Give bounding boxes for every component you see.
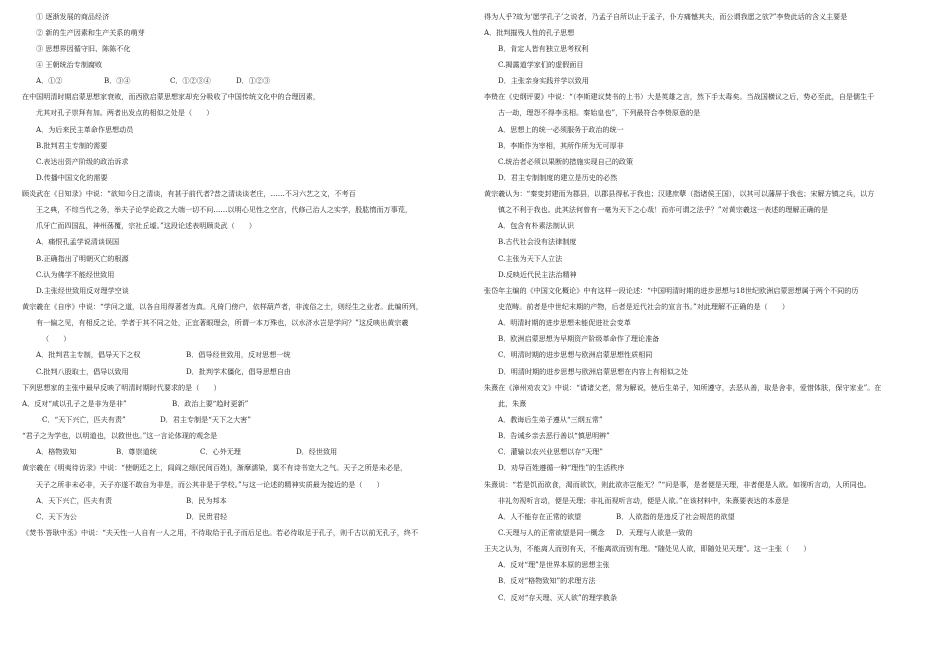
- choice-b: B．倡导经世致用，反对思想一统: [186, 350, 291, 360]
- question-stem: 镇之不利于我也。此其法何曾有一毫为天下之心哉！而亦可谓之法乎？”对黄宗羲这一表述的理解正确的是: [498, 205, 828, 215]
- choice-c: C．反对“存天理、灭人欲”的理学教条: [498, 592, 618, 602]
- question-stem: 黄宗羲在《自序》中说：“学问之道，以各自用得著者为真。凡倚门傍户，依样葫芦者，非流俗之士，则经生之业者。此编所列，: [22, 302, 423, 312]
- choice-d: D．明清时期的进步思想与欧洲启蒙思想在内容上有相似之处: [498, 366, 689, 376]
- choice-a: A．包含有朴素法制认识: [498, 221, 575, 231]
- question-stem: 张岱年主编的《中国文化概论》中有这样一段论述：“中国明清时期的进步思想与18世纪欧洲启蒙思想属于两个不同的历: [484, 285, 859, 295]
- choice-b: B．肯定人皆有独立思考权利: [498, 43, 589, 53]
- answer-choices: [22, 508, 474, 524]
- answer-choices: [22, 492, 474, 508]
- choice-a: A．思想上的统一必须服务于政治的统一: [498, 124, 624, 134]
- choice-b: B．人欲指的是违反了社会规范的欲望: [616, 511, 735, 521]
- choice-a: A．反对“咸以孔子之是非为是非”: [22, 398, 127, 408]
- choice-a: A．为后来民主革命作思想动员: [36, 124, 134, 134]
- choice-d: D．民贵君轻: [186, 511, 228, 521]
- choice-d: D．经世致用: [296, 447, 338, 457]
- choice-d: D．①②③: [236, 76, 271, 86]
- answer-choices: [484, 508, 932, 524]
- choice-d: D．天理与人欲是一致的: [616, 528, 693, 538]
- choice-a: A．痛恨孔孟学说清谈误国: [36, 237, 120, 247]
- right-column: [484, 8, 932, 672]
- choice-d: D.主张经世致用反对理学空谈: [36, 285, 129, 295]
- question-stem: 黄宗羲在《明夷待访录》中说：“使朝廷之上，闾阎之细(民间百姓)，渐摩濡染，莫不有诗书宽大之气。天子之所是未必是，: [22, 463, 408, 473]
- choice-c: C．天下为公: [36, 511, 77, 521]
- choice-b: B．民为邦本: [186, 495, 227, 505]
- answer-choices: [22, 444, 474, 460]
- option-line: ④ 王朝统治专制腐败: [36, 59, 103, 69]
- question-stem: 下列思想家的主张中最早反映了明清时期时代要求的是（ ）: [22, 382, 221, 392]
- choice-b: B．李斯作为宰相，其所作所为无可厚非: [498, 140, 624, 150]
- question-stem: 在中国明清时期启蒙思想家衰败，而西欧启蒙思想家却充分吸收了中国传统文化中的合理因素，: [22, 92, 320, 102]
- answer-choices: [22, 363, 474, 379]
- question-stem: 得为人乎?故为‘愿学孔子’之说者，乃孟子自所以止于孟子，仆方痛憾其夫，而公谓我愿之欤?”李贽此话的含义主要是: [484, 11, 848, 21]
- choice-d: D.反映近代民主法治精神: [498, 269, 577, 279]
- question-stem: 非礼勿视听言动，便是天理；非礼而视听言动，便是人欲。”在该材料中，朱熹要表达的本意是: [498, 495, 789, 505]
- question-stem: 尤其对孔子崇拜有加。两者出发点的相似之处是（ ）: [36, 108, 214, 118]
- choice-c: C.认为佛学不能经世致用: [36, 269, 115, 279]
- choice-c: C.揭露道学家们的虚假面目: [498, 59, 584, 69]
- question-stem: 爪牙亡而四国乱，神州荡覆，宗社丘墟。”这段论述表明顾炎武（ ）: [36, 221, 256, 231]
- question-stem: 王之典，不综当代之务，举夫子论学论政之大端一切不问……以明心见性之空言，代修己治人之实学，股肱惰而万事荒，: [36, 205, 412, 215]
- choice-a: A．格物致知: [36, 447, 77, 457]
- choice-a: A．天下兴亡，匹夫有责: [36, 495, 113, 505]
- choice-a: A．批判摧残人性的孔子思想: [484, 27, 575, 37]
- choice-a: A．反对“理”是世界本原的思想主张: [498, 560, 610, 570]
- choice-a: A．明清时期的进步思想未能促进社会变革: [498, 318, 631, 328]
- choice-b: B．③④: [104, 76, 131, 86]
- question-stem: 古一劫，理怨不得李丞相。秦始皇也”，下列最符合李贽原意的是: [498, 108, 701, 118]
- option-line: ① 逐渐发展的商品经济: [36, 11, 110, 21]
- option-line: ② 新的生产因素和生产关系的萌芽: [36, 27, 145, 37]
- answer-choices: [22, 73, 474, 89]
- choice-d: D．君主专制是“天下之大害”: [160, 415, 251, 425]
- choice-c: C．心外无理: [200, 447, 241, 457]
- choice-c: C.表达出资产阶级的政治诉求: [36, 156, 129, 166]
- answer-choices: [22, 395, 474, 411]
- choice-d: D．主张亲身实践并学以致用: [498, 76, 589, 86]
- answer-choices: [22, 347, 474, 363]
- question-stem: 此，朱熹: [498, 398, 527, 408]
- choice-a: A．人不能存在正常的欲望: [498, 511, 582, 521]
- answer-blank: （ ）: [42, 334, 71, 344]
- choice-c: C.批判八股取士，倡导以致用: [36, 366, 129, 376]
- question-stem: 《焚书·答耿中丞》中说：“夫天性一人自有一人之用，不待取给于孔子而后足也。若必待取足于孔子，则千古以前无孔子，终不: [22, 528, 419, 538]
- choice-a: A．教诲后生弟子遵从“三纲五常”: [498, 415, 603, 425]
- choice-d: D.传播中国文化的需要: [36, 172, 108, 182]
- question-stem: 李贽在《史纲评要》中说：“（李斯建议焚书的上书）大是英雄之言，然下手太毒矣。当战国横议之后，势必至此，自是儒生千: [484, 92, 875, 102]
- choice-b: B．反对“格物致知”的求理方法: [498, 576, 596, 586]
- choice-b: B．告诫乡亲去恶行善以“慎思明辨”: [498, 431, 610, 441]
- question-stem: 史范畴。前者是中世纪末期的产物，后者是近代社会的宣言书。”对此理解不正确的是（ ）: [498, 302, 789, 312]
- question-stem: 朱熹说：“若是饥而欲食，渴而欲饮，则此欲亦岂能无？”“问是事，是者便是天理，非者便是人欲。如视听言动，人所同也。: [484, 479, 871, 489]
- choice-c: C.主张为天下人立法: [498, 253, 563, 263]
- choice-b: B．欧洲启蒙思想为早期资产阶级革命作了理论准备: [498, 334, 660, 344]
- question-stem: 朱熹在《漳州劝农文》中说：“请诸父老，常为解说，使后生弟子，知所遵守，去恶从善，取是舍非，爱惜体肤，保守家业”。在: [484, 382, 882, 392]
- choice-c: C．明清时期的进步思想与欧洲启蒙思想性质相同: [498, 350, 653, 360]
- choice-c: C．灌输以农兴业思想以存“天理”: [498, 447, 603, 457]
- choice-c: C．①②③④: [170, 76, 211, 86]
- question-stem: 王夫之认为，不能离人而别有天，不能离欲而别有理。“随处见人欲，即随处见天理”。这一主张（ ）: [484, 544, 811, 554]
- answer-choices: [484, 525, 932, 541]
- question-stem: “君子之为学也，以明道也，以救世也。”这一言论体现的观念是: [22, 431, 218, 441]
- choice-c: C．“天下兴亡，匹夫有责”: [42, 415, 126, 425]
- question-stem: 天子之所非未必非，天子亦遂不敢自为非是，而公其非是于学校。”与这一论述的精神实质最为接近的是（ ）: [36, 479, 384, 489]
- left-column: [22, 8, 474, 672]
- option-line: ③ 思想界因循守旧、陈陈不化: [36, 43, 131, 53]
- choice-b: B．政治上要“趋时更新”: [172, 398, 249, 408]
- choice-c: C.天理与人的正常欲望是同一概念: [498, 528, 605, 538]
- choice-a: A．批判君主专制，倡导天下之权: [36, 350, 141, 360]
- choice-d: D．批判学术僵化，倡导思想自由: [186, 366, 291, 376]
- choice-b: B.古代社会没有法律制度: [498, 237, 577, 247]
- choice-a: A．①②: [36, 76, 63, 86]
- answer-choices: [22, 412, 474, 428]
- choice-c: C.统治者必须以果断的措施实现自己的政策: [498, 156, 634, 166]
- choice-d: D．君主专制制度的建立是历史的必然: [498, 172, 618, 182]
- question-stem: 顾炎武在《日知录》中说：“欲知今日之清谈，有甚于前代者?昔之清谈谈老庄，……不习六艺之文，不考百: [22, 189, 356, 199]
- question-stem: 有一偏之见，有相反之论，学者于其不同之处，正宜著眼理会，所谓一本万殊也，以水济水岂是学问？”这反映出黄宗羲: [36, 318, 409, 328]
- choice-d: D．劝导百姓遵循一种“理性”的生活秩序: [498, 463, 625, 473]
- choice-b: B．尊崇道统: [116, 447, 157, 457]
- choice-b: B.正确指出了明朝灭亡的根源: [36, 253, 129, 263]
- choice-b: B.批判君主专制的需要: [36, 140, 108, 150]
- question-stem: 黄宗羲认为：“秦变封建而为郡县，以郡县得私于我也；汉建庶孽（指诸侯王国），以其可以藩屏于我也；宋解方镇之兵，以方: [484, 189, 875, 199]
